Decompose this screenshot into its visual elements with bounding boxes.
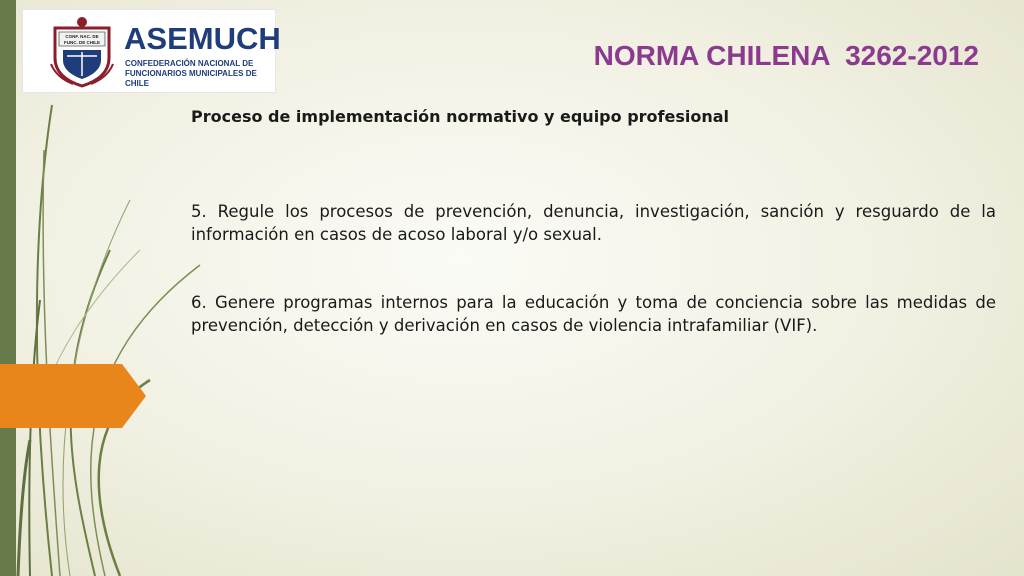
- asemuch-logo: [22, 9, 281, 93]
- emblem-text-bottom: FUNC. DE CHILE: [64, 40, 100, 45]
- paragraph-item-6: 6. Genere programas internos para la educación y toma de conciencia sobre las medidas de prevención, detección y derivación en casos de violencia intrafamiliar (VIF).: [191, 293, 996, 335]
- shield-emblem-icon: [49, 16, 115, 88]
- orange-accent-tab: [0, 364, 146, 428]
- emblem-text-top: CONF. NAC. DE: [65, 34, 99, 39]
- logo-subtitle-line1: CONFEDERACIÓN NACIONAL DE: [125, 59, 254, 68]
- slide-subtitle: Proceso de implementación normativo y equipo profesional: [191, 107, 730, 126]
- slide-title: NORMA CHILENA 3262-2012: [593, 40, 979, 71]
- paragraph-item-5: 5. Regule los procesos de prevención, denuncia, investigación, sanción y resguardo de la información en casos de acoso laboral y/o sexual.: [191, 202, 996, 244]
- logo-subtitle-line2: FUNCIONARIOS MUNICIPALES DE CHILE: [125, 69, 257, 88]
- logo-subtitle: [125, 59, 275, 89]
- logo-name: ASEMUCH: [124, 21, 281, 56]
